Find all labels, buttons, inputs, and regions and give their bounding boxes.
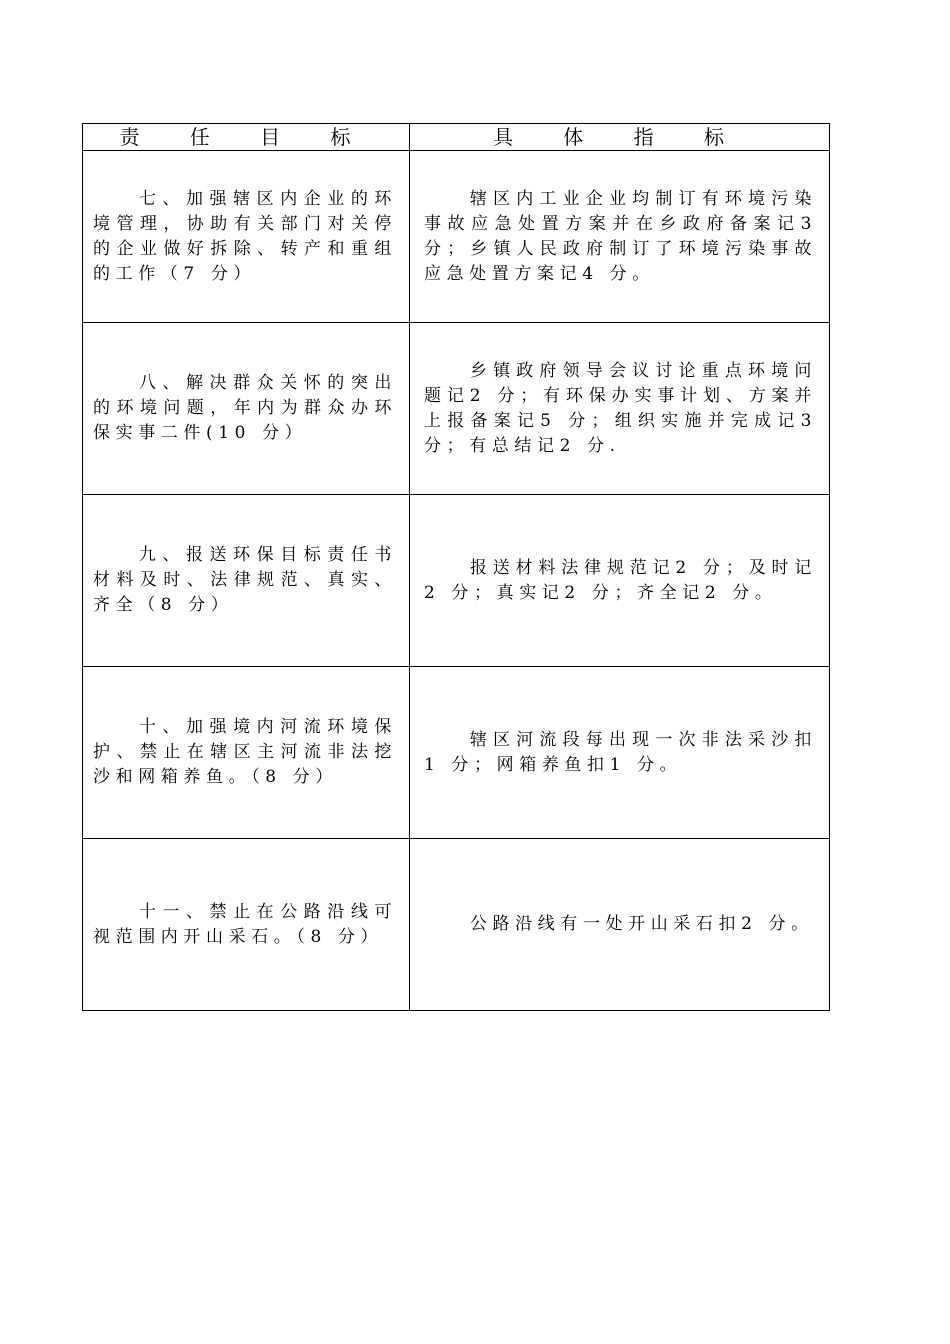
indicator-text: 乡镇政府领导会议讨论重点环境问题记2 分；有环保办实事计划、方案并上报备案记5 分；组织实施并完成记3 分；有总结记2 分. xyxy=(424,360,817,456)
goal-text: 十一、禁止在公路沿线可视范围内开山采石。（8 分） xyxy=(93,901,397,947)
responsibility-table xyxy=(82,123,830,1011)
goal-cell xyxy=(83,839,410,1011)
table-row xyxy=(83,495,830,667)
goal-cell xyxy=(83,667,410,839)
indicator-text: 报送材料法律规范记2 分；及时记2 分；真实记2 分；齐全记2 分。 xyxy=(424,557,817,603)
table-row xyxy=(83,323,830,495)
table-header-row xyxy=(83,124,830,151)
goal-text: 七、加强辖区内企业的环境管理，协助有关部门对关停的企业做好拆除、转产和重组的工作（7 分） xyxy=(93,188,397,284)
table-row xyxy=(83,667,830,839)
goal-text: 九、报送环保目标责任书材料及时、法律规范、真实、齐全（8 分） xyxy=(93,545,397,615)
indicator-cell xyxy=(410,839,830,1011)
header-responsibility-goal: 责 任 目 标 xyxy=(83,124,410,151)
indicator-text: 辖区内工业企业均制订有环境污染事故应急处置方案并在乡政府备案记3 分；乡镇人民政府制订了环境污染事故应急处置方案记4 分。 xyxy=(424,188,817,284)
indicator-cell xyxy=(410,667,830,839)
goal-text: 十、加强境内河流环境保护、禁止在辖区主河流非法挖沙和网箱养鱼。（8 分） xyxy=(93,717,397,787)
indicator-cell xyxy=(410,151,830,323)
goal-cell xyxy=(83,323,410,495)
goal-cell xyxy=(83,151,410,323)
header-specific-indicator: 具 体 指 标 xyxy=(410,124,830,151)
goal-text: 八、解决群众关怀的突出的环境问题，年内为群众办环保实事二件(10 分） xyxy=(93,373,397,443)
table-row xyxy=(83,839,830,1011)
indicator-cell xyxy=(410,495,830,667)
table-row xyxy=(83,151,830,323)
indicator-text: 辖区河流段每出现一次非法采沙扣1 分；网箱养鱼扣1 分。 xyxy=(424,729,817,775)
indicator-cell xyxy=(410,323,830,495)
indicator-text: 公路沿线有一处开山采石扣2 分。 xyxy=(469,914,814,934)
goal-cell xyxy=(83,495,410,667)
